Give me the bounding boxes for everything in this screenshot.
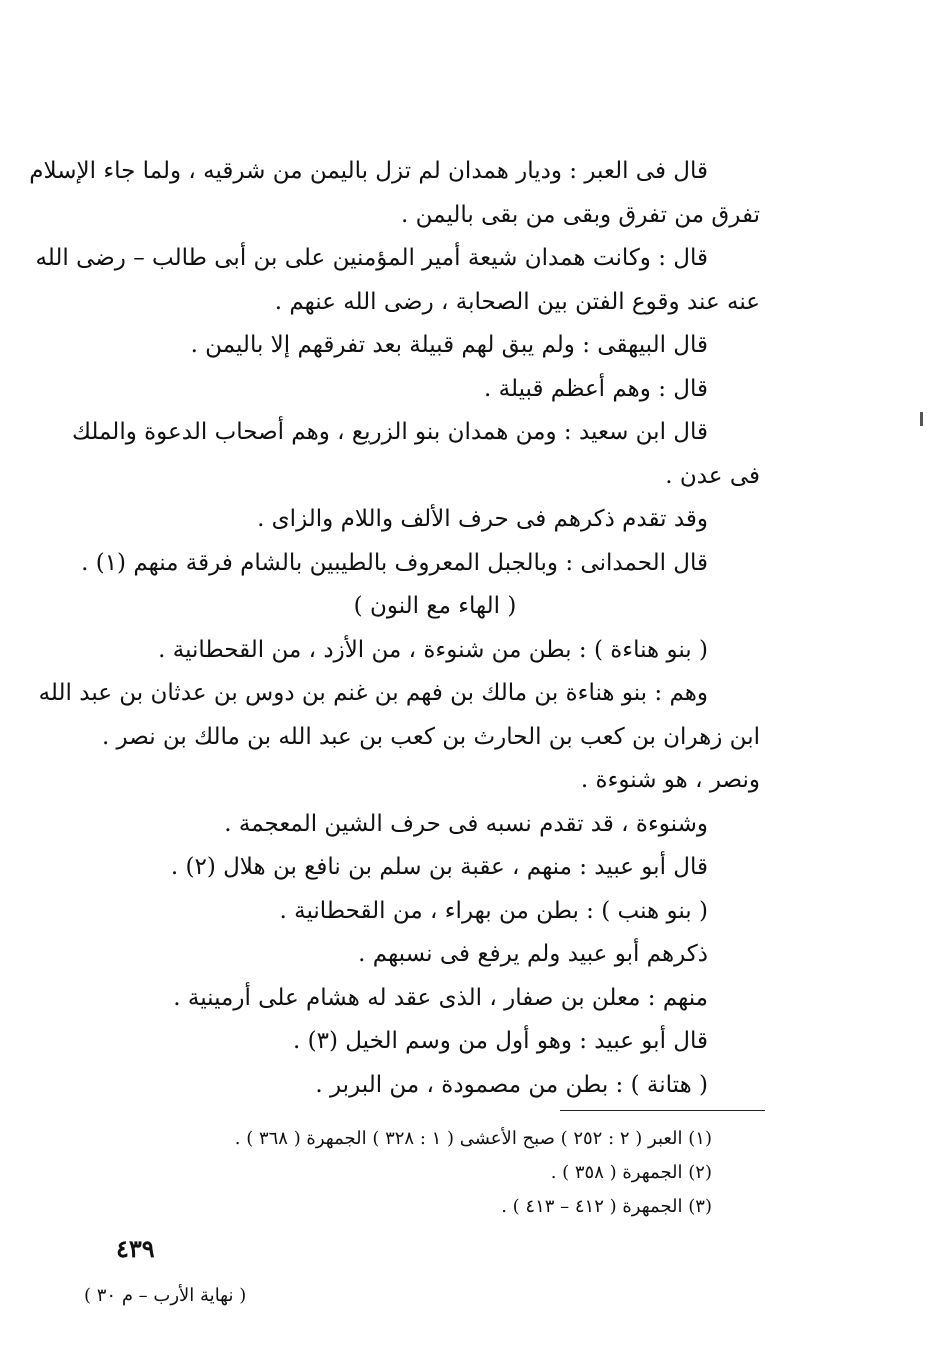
footnote-2: (٢) الجمهرة ( ٣٥٨ ) . [550,1162,712,1183]
body-line-14: ابن زهران بن كعب بن الحارث بن كعب بن عبد الله بن مالك بن نصر . [101,723,760,750]
page-number: ٤٣٩ [116,1234,155,1263]
footnote-3: (٣) الجمهرة ( ٤١٢ – ٤١٣ ) . [501,1196,712,1217]
body-line-5: قال البيهقى : ولم يبق لهم قبيلة بعد تفرقهم إلا باليمن . [190,332,708,358]
body-line-13: وهم : بنو هناءة بن مالك بن فهم بن غنم بن دوس بن عدثان بن عبد الله [38,680,708,706]
body-line-19: ذكرهم أبو عبيد ولم يرفع فى نسبهم . [358,941,708,967]
body-line-16: وشنوءة ، قد تقدم نسبه فى حرف الشين المعجمة . [224,810,708,837]
body-line-15: ونصر ، هو شنوءة . [580,767,760,793]
body-line-18: ( بنو هنب ) : بطن من بهراء ، من القحطانية . [279,897,708,924]
body-line-7: قال ابن سعيد : ومن همدان بنو الزريع ، وهم أصحاب الدعوة والملك [72,419,708,445]
section-heading: ( الهاء مع النون ) [353,593,517,619]
body-line-12: ( بنو هناءة ) : بطن من شنوءة ، من الأزد ، من القحطانية . [158,636,708,663]
body-line-20: منهم : معلن بن صفار ، الذى عقد له هشام على أرمينية . [173,984,708,1011]
book-reference: ( نهاية الأرب – م ٣٠ ) [84,1285,247,1306]
footnotes [200,1122,712,1224]
body-line-4: عنه عند وقوع الفتن بين الصحابة ، رضى الله عنهم . [274,288,760,315]
body-line-21: قال أبو عبيد : وهو أول من وسم الخيل (٣) . [293,1028,708,1054]
footnote-1: (١) العبر ( ٢ : ٢٥٢ ) صبح الأعشى ( ١ : ٣٢٨ ) الجمهرة ( ٣٦٨ ) . [234,1128,712,1149]
body-line-2: تفرق من تفرق وبقى من بقى باليمن . [401,201,760,228]
body-line-8: فى عدن . [665,462,760,489]
body-line-6: قال : وهم أعظم قبيلة . [484,375,708,402]
footnote-divider [560,1110,765,1111]
body-line-10: قال الحمدانى : وبالجبل المعروف بالطيبين بالشام فرقة منهم (١) . [81,549,708,576]
body-line-9: وقد تقدم ذكرهم فى حرف الألف واللام والزاى . [257,506,708,532]
body-line-17: قال أبو عبيد : منهم ، عقبة بن سلم بن نافع بن هلال (٢) . [170,854,708,880]
body-line-1: قال فى العبر : وديار همدان لم تزل باليمن من شرقيه ، ولما جاء الإسلام [29,158,708,184]
edge-mark [920,412,923,426]
body-line-22: ( هتانة ) : بطن من مصمودة ، من البربر . [315,1071,708,1098]
body-line-3: قال : وكانت همدان شيعة أمير المؤمنين على بن أبى طالب – رضى الله [35,245,708,271]
body-text [29,150,760,1107]
